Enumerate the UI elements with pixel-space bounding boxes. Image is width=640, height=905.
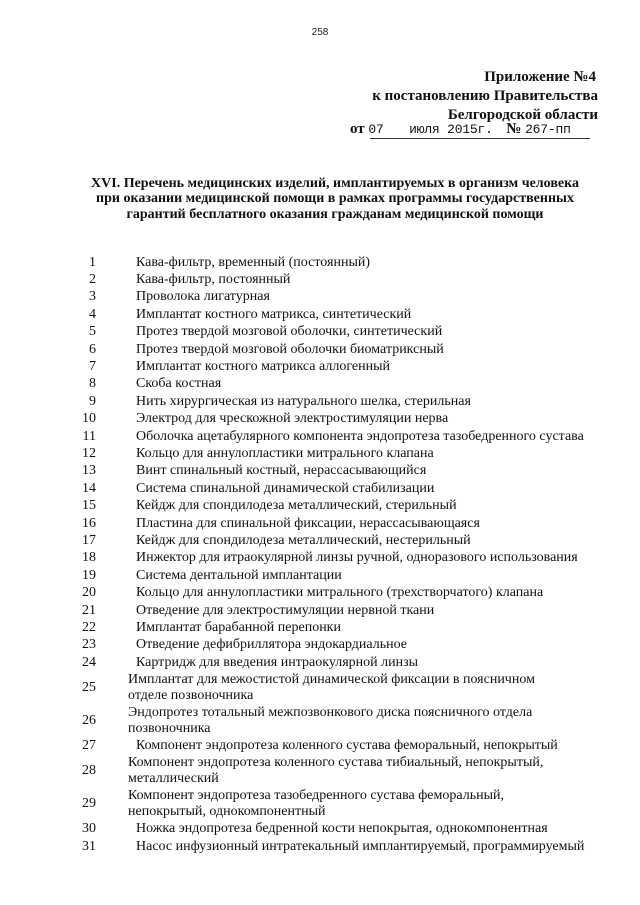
list-item-text: Эндопротез тотальный межпозвонкового диска поясничного отдела позвоночника: [128, 704, 533, 736]
list-item-number: 25: [82, 679, 96, 695]
list-item: [0, 341, 640, 358]
list-item-text: Электрод для чрескожной электростимуляции нерва: [136, 411, 449, 427]
list-item: [0, 550, 640, 567]
list-item-number: 17: [82, 532, 96, 548]
list-item-number: 13: [82, 463, 96, 479]
list-item-number: 24: [82, 654, 96, 670]
list-item-text: Кейдж для спондилодеза металлический, нестерильный: [136, 532, 471, 548]
list-item-number: 15: [82, 498, 96, 514]
list-item: [0, 411, 640, 428]
list-item-text: Кольцо для аннулопластики митрального (трехстворчатого) клапана: [136, 585, 544, 601]
list-item-number: 8: [89, 376, 96, 392]
list-item: [0, 515, 640, 532]
list-item-text: Пластина для спинальной фиксации, нерассасывающаяся: [136, 515, 480, 531]
list-item-number: 22: [82, 619, 96, 635]
list-item-text: Кава-фильтр, временный (постоянный): [136, 254, 371, 270]
appendix-title: Приложение №4: [484, 69, 596, 85]
list-item: [0, 755, 640, 788]
list-item-text: Отведение дефибриллятора эндокардиальное: [136, 637, 408, 653]
order-number-sign: №: [506, 121, 522, 137]
list-item-number: 3: [89, 289, 96, 305]
appendix-resolution: к постановлению Правительства: [372, 88, 598, 104]
list-item-number: 2: [89, 272, 96, 288]
list-item: [0, 838, 640, 855]
list-item: [0, 306, 640, 323]
list-item: [0, 497, 640, 514]
list-item-number: 16: [82, 515, 96, 531]
order-prefix: от: [350, 121, 365, 137]
list-item: [0, 637, 640, 654]
list-item: [0, 737, 640, 754]
list-item-number: 7: [89, 359, 96, 375]
list-item-text: Винт спинальный костный, нерассасывающийся: [136, 463, 427, 479]
list-item-number: 30: [82, 821, 96, 837]
list-item: [0, 480, 640, 497]
list-item-text: Имплантат костного матрикса аллогенный: [136, 359, 390, 375]
list-item-number: 28: [82, 763, 96, 779]
page-number: 258: [311, 27, 329, 38]
list-item: [0, 821, 640, 838]
list-item-number: 5: [89, 324, 96, 340]
list-item: [0, 532, 640, 549]
section-heading: XVI. Перечень медицинских изделий, имплантируемых в организм человека при оказании медицинской помощи в рамках программы государственных гарантий бесплатного оказания гражданам медицинской помощи: [91, 176, 579, 222]
list-item: [0, 788, 640, 821]
list-item: [0, 393, 640, 410]
list-item-text: Ножка эндопротеза бедренной кости непокрытая, однокомпонентная: [136, 821, 548, 837]
list-item-text: Компонент эндопротеза коленного сустава тибиальный, непокрытый, металлический: [128, 755, 544, 787]
list-item-text: Картридж для введения интраокулярной линзы: [136, 654, 419, 670]
list-item-number: 12: [82, 445, 96, 461]
list-item-text: Имплантат костного матрикса, синтетический: [136, 306, 412, 322]
list-item: [0, 428, 640, 445]
list-item: [0, 376, 640, 393]
list-item-text: Кава-фильтр, постоянный: [136, 272, 291, 288]
list-item-text: Проволока лигатурная: [136, 289, 270, 305]
list-item: [0, 567, 640, 584]
list-item: [0, 289, 640, 306]
list-item-text: Имплантат для межостистой динамической фиксации в поясничном отделе позвоночника: [128, 671, 535, 703]
list-item-text: Кейдж для спондилодеза металлический, стерильный: [136, 498, 457, 514]
list-item-text: Отведение для электростимуляции нервной ткани: [136, 602, 435, 618]
list-item-text: Система дентальной имплантации: [136, 567, 342, 583]
appendix-header: [372, 68, 598, 125]
list-item-number: 10: [82, 411, 96, 427]
list-item-number: 21: [82, 602, 96, 618]
list-item-number: 18: [82, 550, 96, 566]
list-item: [0, 463, 640, 480]
list-item-text: Протез твердой мозговой оболочки биоматриксный: [136, 341, 444, 357]
list-item-number: 26: [82, 712, 96, 728]
list-item-number: 14: [82, 480, 96, 496]
order-date-number: [350, 121, 602, 138]
list-item-text: Насос инфузионный интратекальный имплантируемый, программируемый: [136, 838, 585, 854]
list-item: [0, 271, 640, 288]
list-item-text: Система спинальной динамической стабилизации: [136, 480, 435, 496]
list-item-number: 1: [89, 254, 96, 270]
appendix-region: Белгородской области: [447, 107, 598, 123]
list-item: [0, 671, 640, 704]
list-item: [0, 704, 640, 737]
list-item-text: Компонент эндопротеза тазобедренного сустава феморальный, непокрытый, однокомпонентный: [128, 788, 504, 820]
list-item-number: 11: [82, 428, 96, 444]
list-item: [0, 584, 640, 601]
list-item: [0, 445, 640, 462]
order-day: 07: [368, 122, 384, 137]
list-item-text: Инжектор для итраокулярной линзы ручной, одноразового использования: [136, 550, 578, 566]
list-item-text: Имплантат барабанной перепонки: [136, 619, 341, 635]
list-item-number: 27: [82, 738, 96, 754]
list-item: [0, 654, 640, 671]
list-item: [0, 619, 640, 636]
device-list: [0, 254, 640, 856]
list-item-text: Кольцо для аннулопластики митрального клапана: [136, 445, 434, 461]
order-month-year: июля 2015г.: [409, 122, 493, 137]
list-item-number: 9: [89, 393, 96, 409]
list-item-number: 29: [82, 796, 96, 812]
list-item-text: Компонент эндопротеза коленного сустава феморальный, непокрытый: [136, 738, 558, 754]
order-underline: [370, 138, 590, 139]
list-item-number: 31: [82, 838, 96, 854]
order-number: 267-пп: [525, 122, 571, 137]
list-item-text: Скоба костная: [136, 376, 222, 392]
list-item-number: 20: [82, 585, 96, 601]
list-item-number: 23: [82, 637, 96, 653]
list-item-number: 19: [82, 567, 96, 583]
list-item-text: Нить хирургическая из натурального шелка, стерильная: [136, 393, 471, 409]
list-item: [0, 324, 640, 341]
list-item: [0, 254, 640, 271]
list-item: [0, 602, 640, 619]
list-item-number: 6: [89, 341, 96, 357]
list-item-text: Оболочка ацетабулярного компонента эндопротеза тазобедренного сустава: [136, 428, 584, 444]
list-item-number: 4: [89, 306, 96, 322]
list-item: [0, 358, 640, 375]
list-item-text: Протез твердой мозговой оболочки, синтетический: [136, 324, 443, 340]
